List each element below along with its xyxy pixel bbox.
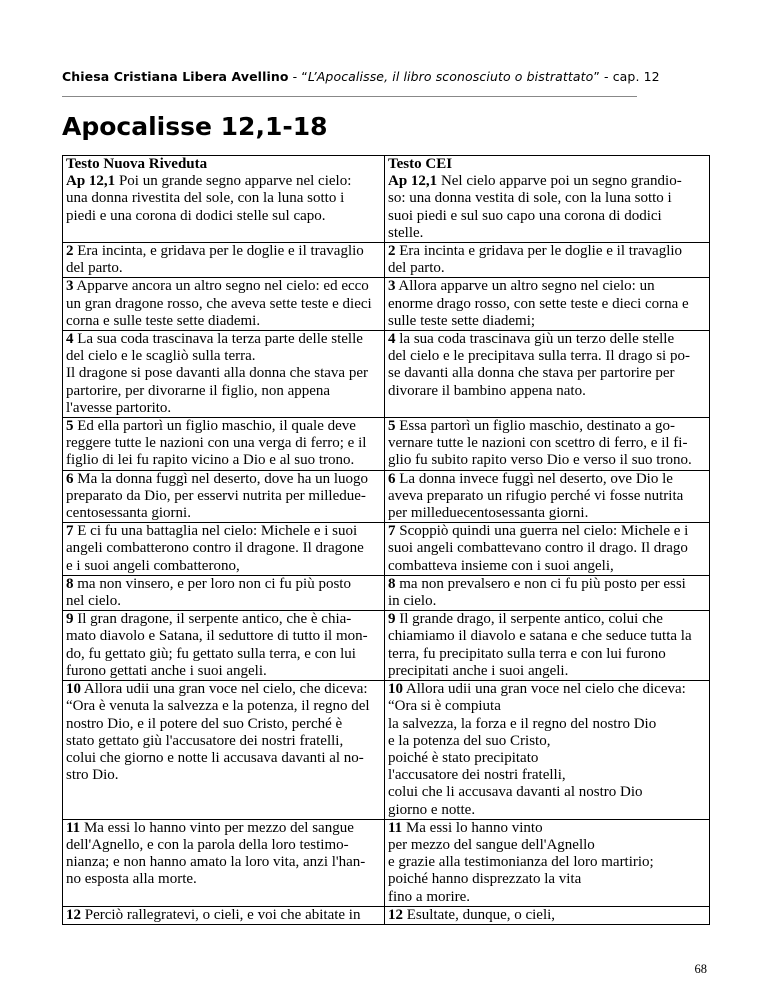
verse-row — [63, 418, 710, 471]
verse-text: Ma essi lo hanno vinto — [402, 819, 543, 836]
verse-line — [388, 802, 706, 819]
verse-paragraph — [66, 523, 381, 575]
verse-paragraph — [388, 820, 706, 906]
verse-line — [388, 208, 706, 225]
verse-paragraph — [388, 523, 706, 575]
verse-paragraph — [388, 418, 706, 470]
verse-line — [66, 243, 381, 260]
verse-line — [388, 767, 706, 784]
verse-number: 9 — [388, 611, 396, 628]
running-header — [62, 69, 682, 84]
header-rule — [62, 96, 637, 97]
verse-text: enorme drago rosso, con sette teste e dieci corna e — [388, 295, 689, 312]
verse-line — [66, 313, 381, 330]
verse-paragraph — [66, 820, 381, 889]
verse-text: “Ora è venuta la salvezza e la potenza, il regno del — [66, 698, 370, 715]
verse-paragraph — [66, 278, 381, 330]
verse-paragraph — [388, 471, 706, 523]
verse-text: Essa partorì un figlio maschio, destinato a go- — [395, 418, 676, 435]
verse-text: precipitati anche i suoi angeli. — [388, 662, 569, 679]
verse-row — [63, 331, 710, 418]
verse-paragraph — [388, 576, 706, 610]
verse-number: 11 — [388, 819, 403, 836]
verse-line — [66, 611, 381, 628]
verse-line — [388, 663, 706, 680]
verse-line — [388, 488, 706, 505]
verse-paragraph — [66, 156, 381, 173]
page-number: 68 — [694, 962, 707, 976]
verse-text: del cielo e le precipitava sulla terra. Il drago si po- — [388, 348, 690, 365]
header-separator: - “ — [288, 69, 308, 84]
verse-line — [388, 837, 706, 854]
verse-text: suoi piedi e sul suo capo una corona di dodici — [388, 207, 662, 224]
verse-text: mato diavolo e Satana, il seduttore di tutto il mon- — [66, 628, 368, 645]
cei-cell — [385, 243, 710, 278]
verse-text: la salvezza, la forza e il regno del nostro Dio — [388, 715, 657, 732]
cei-cell — [385, 331, 710, 418]
verse-line — [388, 907, 706, 924]
cei-cell — [385, 611, 710, 681]
verse-line — [388, 854, 706, 871]
verse-line — [388, 348, 706, 365]
verse-text: chiamiamo il diavolo e satana e che seduce tutta la — [388, 628, 692, 645]
verse-line — [388, 173, 706, 190]
verse-line — [66, 646, 381, 663]
verse-line — [388, 418, 706, 435]
verse-text: nianza; e non hanno amato la loro vita, anzi l'han- — [66, 854, 366, 871]
verse-text: e grazie alla testimonianza del loro martirio; — [388, 854, 654, 871]
verse-text: La donna invece fuggì nel deserto, ove Dio le — [395, 470, 673, 487]
verse-text: la sua coda trascinava giù un terzo delle stelle — [395, 331, 675, 348]
verse-text: Ma la donna fuggì nel deserto, dove ha un luogo — [73, 470, 369, 487]
verse-line — [388, 156, 706, 173]
verse-number: 12 — [388, 906, 403, 923]
verse-text: nostro Dio, e il potere del suo Cristo, perché è — [66, 715, 343, 732]
verse-text: nel cielo. — [66, 593, 121, 610]
verse-number: 3 — [66, 278, 74, 295]
verse-line — [388, 784, 706, 801]
verse-line — [66, 505, 381, 522]
cei-cell — [385, 681, 710, 820]
verse-text: giorno e notte. — [388, 801, 476, 818]
verse-line — [388, 383, 706, 400]
verse-line — [388, 523, 706, 540]
verse-text: per mezzo del sangue dell'Agnello — [388, 836, 595, 853]
verse-line — [388, 452, 706, 469]
verse-text: l'accusatore dei nostri fratelli, — [388, 767, 566, 784]
verse-text: aveva preparato un rifugio perché vi fosse nutrita — [388, 487, 684, 504]
verse-paragraph — [66, 331, 381, 365]
verse-text: stato gettato giù l'accusatore dei nostri fratelli, — [66, 732, 344, 749]
verse-row — [63, 906, 710, 924]
cei-cell — [385, 470, 710, 523]
verse-line — [388, 471, 706, 488]
verse-text: del cielo e le scagliò sulla terra. — [66, 348, 256, 365]
verse-text: fino a morire. — [388, 888, 471, 905]
verse-text: angeli combatterono contro il dragone. Il dragone — [66, 540, 364, 557]
verse-row — [63, 523, 710, 576]
verse-text: una donna rivestita del sole, con la luna sotto i — [66, 190, 345, 207]
verse-line — [388, 698, 706, 715]
verse-paragraph — [66, 365, 381, 417]
verse-text: terra, fu precipitato sulla terra e con lui furono — [388, 645, 666, 662]
nuova-riveduta-cell — [63, 611, 385, 681]
verse-text: Scoppiò quindi una guerra nel cielo: Michele e i — [395, 523, 689, 540]
verse-text: glio fu subito rapito verso Dio e verso il suo trono. — [388, 452, 692, 469]
verse-line — [66, 663, 381, 680]
verse-text: partorire, per divorarne il figlio, non appena — [66, 382, 331, 399]
verse-text: del parto. — [66, 260, 123, 277]
cei-cell — [385, 523, 710, 576]
verse-row — [63, 575, 710, 610]
verse-line — [66, 435, 381, 452]
verse-text: Allora udii una gran voce nel cielo che diceva: — [403, 681, 686, 698]
nuova-riveduta-cell — [63, 523, 385, 576]
verse-line — [66, 576, 381, 593]
verse-text: Allora apparve un altro segno nel cielo: un — [395, 278, 655, 295]
verse-text: poiché hanno disprezzato la vita — [388, 871, 582, 888]
verse-row — [63, 611, 710, 681]
verse-number: 9 — [66, 611, 74, 628]
verse-text: so: una donna vestita di sole, con la luna sotto i — [388, 190, 672, 207]
verse-line — [388, 681, 706, 698]
verse-text: stro Dio. — [66, 767, 119, 784]
verse-paragraph — [66, 418, 381, 470]
verse-line — [66, 173, 381, 190]
header-chapter: ” - cap. 12 — [593, 69, 660, 84]
verse-line — [388, 733, 706, 750]
verse-paragraph — [66, 243, 381, 277]
verse-number: 10 — [388, 681, 403, 698]
verse-text: Ma essi lo hanno vinto per mezzo del sangue — [80, 819, 354, 836]
cei-cell — [385, 575, 710, 610]
verse-text: colui che li accusava davanti al nostro Dio — [388, 784, 643, 801]
verse-text: La sua coda trascinava la terza parte delle stelle — [73, 331, 363, 348]
verse-line — [66, 558, 381, 575]
verse-line — [388, 365, 706, 382]
verse-text: Apparve ancora un altro segno nel cielo: ed ecco — [73, 278, 369, 295]
verse-line — [388, 435, 706, 452]
verse-line — [66, 400, 381, 417]
header-organization: Chiesa Cristiana Libera Avellino — [62, 69, 289, 84]
verse-text: Poi un grande segno apparve nel cielo: — [115, 173, 352, 190]
verse-text: dell'Agnello, e con la parola della loro testimo- — [66, 836, 349, 853]
comparison-table-body — [63, 156, 710, 925]
verse-line — [388, 889, 706, 906]
verse-line — [66, 750, 381, 767]
nuova-riveduta-cell — [63, 331, 385, 418]
nuova-riveduta-cell — [63, 681, 385, 820]
verse-line — [66, 471, 381, 488]
verse-text: del parto. — [388, 260, 445, 277]
verse-number: 3 — [388, 278, 396, 295]
verse-line — [66, 418, 381, 435]
verse-line — [66, 296, 381, 313]
verse-line — [388, 331, 706, 348]
cei-cell — [385, 418, 710, 471]
verse-line — [388, 243, 706, 260]
verse-line — [388, 593, 706, 610]
verse-text: “Ora si è compiuta — [388, 698, 501, 715]
cei-cell — [385, 156, 710, 243]
verse-number: 4 — [388, 331, 396, 348]
verse-number: 6 — [66, 470, 74, 487]
verse-paragraph — [388, 611, 706, 680]
verse-number: 4 — [66, 331, 74, 348]
verse-line — [388, 540, 706, 557]
verse-row — [63, 681, 710, 820]
verse-line — [66, 452, 381, 469]
verse-line — [66, 907, 381, 924]
verse-line — [66, 628, 381, 645]
comparison-table — [62, 155, 710, 925]
verse-line — [66, 820, 381, 837]
verse-line — [388, 628, 706, 645]
verse-line — [66, 260, 381, 277]
verse-line — [388, 225, 706, 242]
verse-text: in cielo. — [388, 593, 437, 610]
verse-line — [66, 767, 381, 784]
verse-row — [63, 470, 710, 523]
verse-text: Era incinta e gridava per le doglie e il travaglio — [395, 243, 683, 260]
verse-number: 6 — [388, 470, 396, 487]
verse-number: Ap 12,1 — [388, 173, 438, 190]
nuova-riveduta-cell — [63, 156, 385, 243]
verse-text: sulle teste sette diademi; — [388, 312, 536, 329]
cei-cell — [385, 278, 710, 331]
verse-line — [66, 733, 381, 750]
verse-line — [66, 854, 381, 871]
verse-text: do, fu gettato giù; fu gettato sulla terra, e con lui — [66, 645, 356, 662]
nuova-riveduta-cell — [63, 243, 385, 278]
verse-text: divorare il bambino appena nato. — [388, 382, 586, 399]
nuova-riveduta-cell — [63, 470, 385, 523]
verse-line — [66, 837, 381, 854]
verse-line — [66, 698, 381, 715]
verse-line — [388, 716, 706, 733]
verse-line — [388, 558, 706, 575]
verse-line — [388, 611, 706, 628]
nuova-riveduta-cell — [63, 906, 385, 924]
verse-paragraph — [388, 243, 706, 277]
verse-text: se davanti alla donna che stava per partorire per — [388, 365, 675, 382]
verse-line — [66, 523, 381, 540]
verse-line — [66, 716, 381, 733]
verse-line — [388, 260, 706, 277]
verse-number: 5 — [66, 418, 74, 435]
verse-text: Il gran dragone, il serpente antico, che è chia- — [73, 611, 352, 628]
verse-text: combatteva insieme con i suoi angeli, — [388, 557, 614, 574]
verse-line — [388, 576, 706, 593]
verse-line — [66, 190, 381, 207]
column-heading: Testo CEI — [388, 156, 453, 172]
verse-text: stelle. — [388, 224, 424, 241]
verse-number: 11 — [66, 819, 81, 836]
verse-line — [66, 348, 381, 365]
verse-number: 7 — [66, 523, 74, 540]
verse-paragraph — [388, 173, 706, 242]
verse-text: per milleduecentosessanta giorni. — [388, 505, 589, 522]
verse-text: colui che giorno e notte li accusava davanti al no- — [66, 749, 364, 766]
page-title: Apocalisse 12,1-18 — [62, 112, 328, 141]
nuova-riveduta-cell — [63, 418, 385, 471]
verse-text: piedi e una corona di dodici stelle sul capo. — [66, 207, 326, 224]
verse-paragraph — [66, 471, 381, 523]
verse-number: 2 — [388, 243, 396, 260]
verse-line — [388, 505, 706, 522]
cei-cell — [385, 906, 710, 924]
verse-paragraph — [66, 907, 381, 924]
verse-number: 12 — [66, 906, 81, 923]
verse-line — [66, 365, 381, 382]
verse-paragraph — [388, 156, 706, 173]
verse-line — [388, 313, 706, 330]
verse-number: 5 — [388, 418, 396, 435]
verse-text: furono gettati anche i suoi angeli. — [66, 662, 267, 679]
verse-text: un gran dragone rosso, che aveva sette teste e dieci — [66, 295, 372, 312]
verse-line — [66, 208, 381, 225]
verse-text: ma non vinsero, e per loro non ci fu più posto — [73, 575, 351, 592]
verse-line — [66, 156, 381, 173]
verse-line — [66, 593, 381, 610]
verse-text: suoi angeli combattevano contro il drago. Il drago — [388, 540, 688, 557]
nuova-riveduta-cell — [63, 575, 385, 610]
verse-line — [66, 488, 381, 505]
verse-text: no esposta alla morte. — [66, 871, 197, 888]
verse-text: centosessanta giorni. — [66, 505, 191, 522]
verse-row — [63, 156, 710, 243]
verse-paragraph — [66, 611, 381, 680]
verse-text: l'avesse partorito. — [66, 399, 172, 416]
verse-text: poiché è stato precipitato — [388, 749, 539, 766]
verse-paragraph — [66, 576, 381, 610]
verse-line — [388, 278, 706, 295]
verse-line — [388, 296, 706, 313]
verse-line — [66, 383, 381, 400]
verse-text: Era incinta, e gridava per le doglie e il travaglio — [73, 243, 364, 260]
verse-number: 7 — [388, 523, 396, 540]
verse-text: E ci fu una battaglia nel cielo: Michele e i suoi — [73, 523, 358, 540]
verse-paragraph — [388, 278, 706, 330]
verse-text: Nel cielo apparve poi un segno grandio- — [437, 173, 682, 190]
verse-number: 8 — [66, 575, 74, 592]
verse-paragraph — [388, 907, 706, 924]
verse-text: corna e sulle teste sette diademi. — [66, 312, 261, 329]
verse-row — [63, 278, 710, 331]
verse-line — [388, 871, 706, 888]
verse-paragraph — [388, 331, 706, 400]
verse-number: 2 — [66, 243, 74, 260]
verse-line — [66, 871, 381, 888]
verse-text: Ed ella partorì un figlio maschio, il quale deve — [73, 418, 356, 435]
verse-text: Il grande drago, il serpente antico, colui che — [395, 611, 663, 628]
verse-line — [388, 190, 706, 207]
verse-text: Il dragone si pose davanti alla donna che stava per — [66, 365, 368, 382]
verse-line — [388, 820, 706, 837]
verse-text: Esultate, dunque, o cieli, — [403, 906, 556, 923]
verse-line — [66, 331, 381, 348]
header-book-title: L’Apocalisse, il libro sconosciuto o bistrattato — [307, 69, 594, 84]
verse-row — [63, 243, 710, 278]
verse-text: ma non prevalsero e non ci fu più posto per essi — [395, 575, 686, 592]
verse-text: reggere tutte le nazioni con una verga di ferro; e il — [66, 435, 367, 452]
verse-line — [66, 681, 381, 698]
nuova-riveduta-cell — [63, 278, 385, 331]
verse-text: Allora udii una gran voce nel cielo, che diceva: — [81, 681, 368, 698]
verse-line — [388, 750, 706, 767]
verse-number: 8 — [388, 575, 396, 592]
verse-text: Perciò rallegratevi, o cieli, e voi che abitate in — [81, 906, 361, 923]
verse-paragraph — [388, 681, 706, 819]
verse-text: preparato da Dio, per esservi nutrita per milledue- — [66, 487, 366, 504]
verse-line — [66, 540, 381, 557]
verse-paragraph — [66, 173, 381, 225]
verse-row — [63, 819, 710, 906]
verse-text: e la potenza del suo Cristo, — [388, 732, 551, 749]
verse-number: Ap 12,1 — [66, 173, 116, 190]
verse-line — [388, 646, 706, 663]
cei-cell — [385, 819, 710, 906]
verse-text: figlio di lei fu rapito vicino a Dio e al suo trono. — [66, 452, 355, 469]
verse-line — [66, 278, 381, 295]
verse-text: vernare tutte le nazioni con scettro di ferro, e il fi- — [388, 435, 688, 452]
verse-paragraph — [66, 681, 381, 784]
nuova-riveduta-cell — [63, 819, 385, 906]
verse-number: 10 — [66, 681, 81, 698]
verse-text: e i suoi angeli combatterono, — [66, 557, 240, 574]
column-heading: Testo Nuova Riveduta — [66, 156, 208, 172]
